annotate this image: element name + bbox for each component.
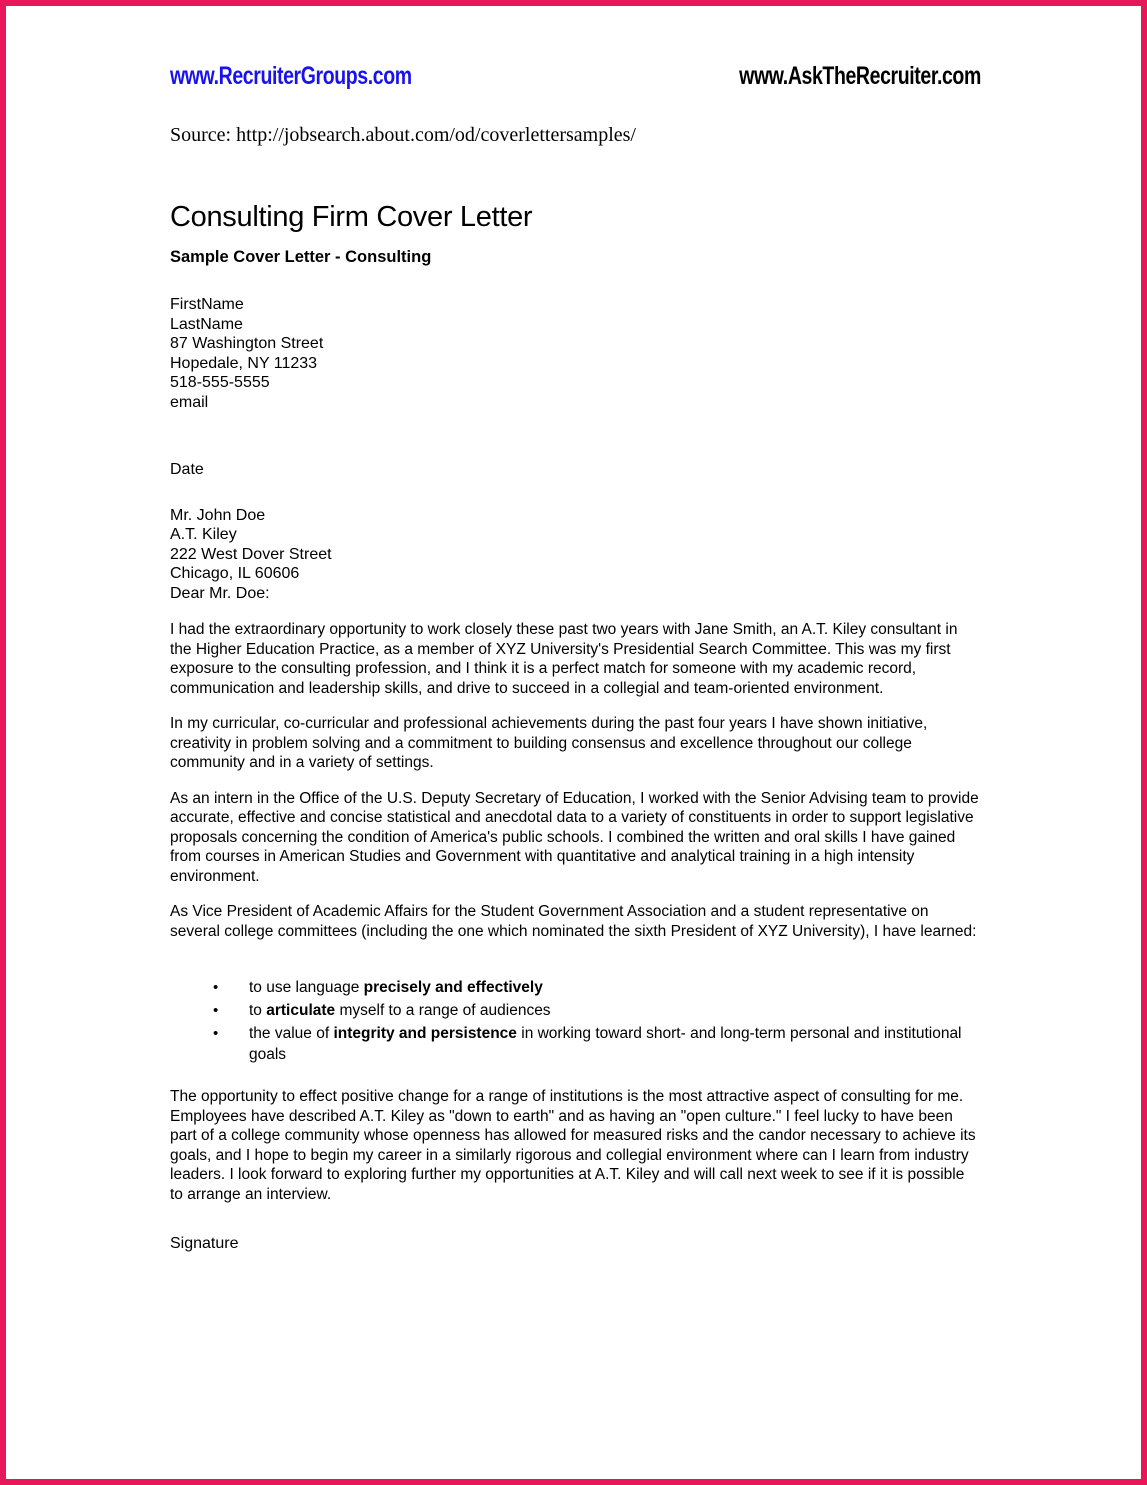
letter-body <box>170 620 981 1204</box>
recipient-city-state-zip: Chicago, IL 60606 <box>170 565 300 582</box>
bullet-icon: • <box>213 979 219 996</box>
bullet-icon: • <box>213 1002 219 1019</box>
sender-email: email <box>170 393 209 411</box>
signature-label: Signature <box>170 1235 239 1252</box>
asktherecruiter-link[interactable]: www.AskTheRecruiter.com <box>739 62 981 90</box>
sender-street: 87 Washington Street <box>170 335 324 352</box>
body-paragraph-2: In my curricular, co-curricular and professional achievements during the past four years I have shown initiative, creativity in problem solving and a commitment to building consensus and excellence throughout our college community and in a variety of settings. <box>170 715 928 771</box>
recruitergroups-link[interactable]: www.RecruiterGroups.com <box>170 62 412 90</box>
closing-paragraph: The opportunity to effect positive change for a range of institutions is the most attractive aspect of consulting for me. Employees have described A.T. Kiley as "down to earth" and as having an "open culture." I feel lucky to have been part of a college community whose openness has allowed for measured risks and the candor necessary to achieve its goals, and I hope to begin my career in a similarly rigorous and collegial environment where can I learn from industry leaders. I look forward to exploring further my opportunities at A.T. Kiley and will call next week to see if it is possible to arrange an interview. <box>170 1088 976 1203</box>
bullet-icon: • <box>213 1025 219 1042</box>
recipient-company: A.T. Kiley <box>170 526 237 543</box>
document-subtitle: Sample Cover Letter - Consulting <box>170 248 432 266</box>
bullet-item-2 <box>213 1000 981 1021</box>
bullet-text: the value of integrity and persistence in working toward short- and long-term personal and institutional goals <box>249 1025 962 1063</box>
salutation: Dear Mr. Doe: <box>170 584 270 602</box>
sender-last-name: LastName <box>170 315 243 333</box>
bullet-text: to use language precisely and effectively <box>249 979 543 996</box>
sender-block <box>170 295 981 412</box>
date-placeholder: Date <box>170 461 204 478</box>
sender-phone: 518-555-5555 <box>170 374 270 391</box>
sender-city-state-zip: Hopedale, NY 11233 <box>170 354 318 372</box>
source-url-line: Source: http://jobsearch.about.com/od/coverlettersamples/ <box>170 124 636 146</box>
recipient-block <box>170 506 981 604</box>
page-header <box>170 62 981 92</box>
body-paragraph-3: As an intern in the Office of the U.S. Deputy Secretary of Education, I worked with the Senior Advising team to provide accurate, effective and concise statistical and anecdotal data to a variety of constituents in order to support legislative proposals concerning the condition of America's public schools. I combined the written and oral skills I have gained from courses in American Studies and Government with quantitative and analytical training in a high intensity environment. <box>170 789 979 885</box>
bullet-item-3 <box>213 1023 981 1065</box>
bullet-item-1 <box>213 977 981 998</box>
recipient-street: 222 West Dover Street <box>170 545 332 563</box>
recipient-name: Mr. John Doe <box>170 506 266 524</box>
page-title: Consulting Firm Cover Letter <box>170 201 533 233</box>
body-paragraph-1: I had the extraordinary opportunity to work closely these past two years with Jane Smith, an A.T. Kiley consultant in the Higher Education Practice, as a member of XYZ University's Presidential Search Committee. This was my first exposure to the consulting profession, and I think it is a perfect match for someone with my academic record, communication and leadership skills, and drive to succeed in a collegial and team-oriented environment. <box>170 621 958 697</box>
sender-first-name: FirstName <box>170 296 244 313</box>
bullet-list <box>170 977 981 1065</box>
bullet-text: to articulate myself to a range of audiences <box>249 1002 551 1019</box>
body-paragraph-4: As Vice President of Academic Affairs for the Student Government Association and a student representative on several college committees (including the one which nominated the sixth President of XYZ University), I have learned: <box>170 903 977 940</box>
